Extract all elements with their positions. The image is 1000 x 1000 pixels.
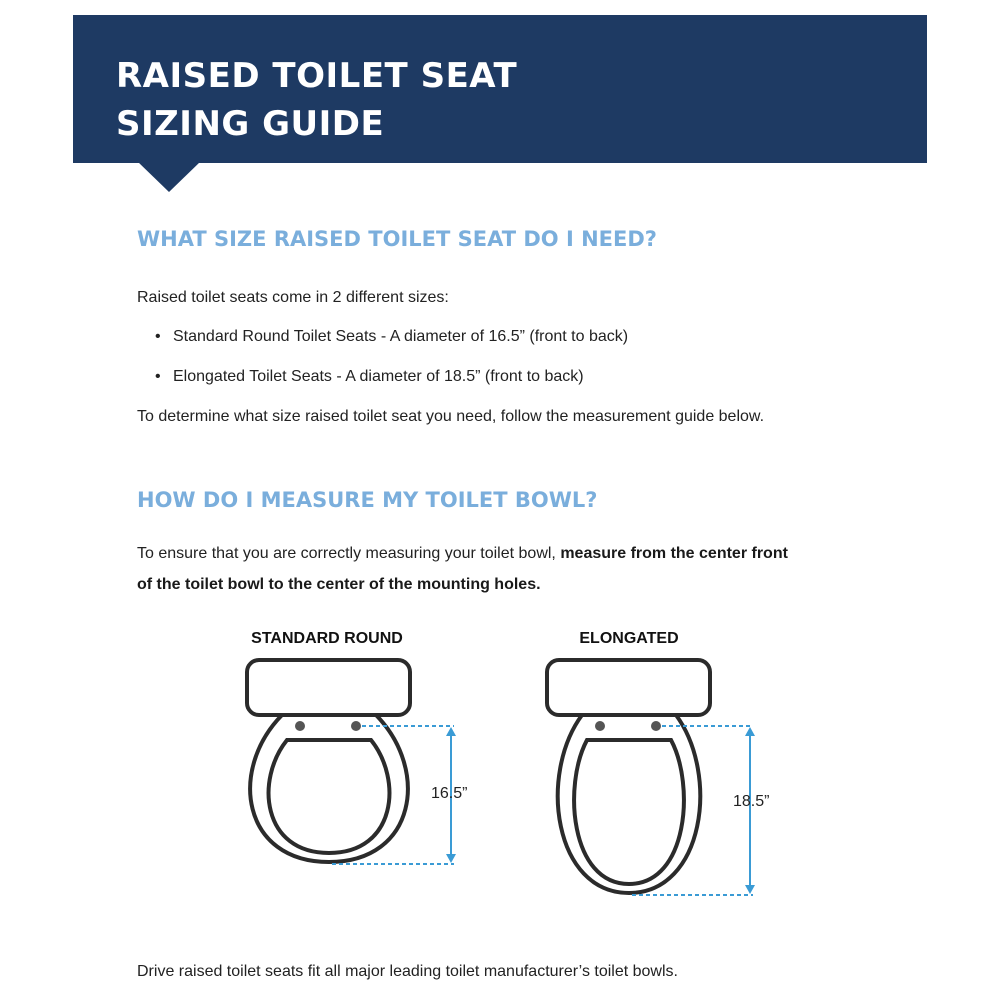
- bullet-standard-round: [155, 328, 628, 346]
- mounting-hole-right: [651, 721, 661, 731]
- section-heading-measure: HOW DO I MEASURE MY TOILET BOWL?: [137, 488, 598, 512]
- diagram-label-standard: STANDARD ROUND: [251, 630, 403, 647]
- arrow-down-icon: [446, 854, 456, 863]
- mounting-hole-left: [295, 721, 305, 731]
- arrow-down-icon: [745, 885, 755, 894]
- compatibility-note: Drive raised toilet seats fit all major leading toilet manufacturer’s toilet bowls.: [137, 963, 678, 980]
- measure-bold-text-2: of the toilet bowl to the center of the mounting holes.: [137, 576, 541, 593]
- sizes-intro: Raised toilet seats come in 2 different sizes:: [137, 289, 449, 306]
- bullet-dot: •: [155, 368, 161, 385]
- bullet-text: Elongated Toilet Seats - A diameter of 18.5” (front to back): [173, 368, 584, 385]
- dimension-label-elongated: 18.5”: [733, 793, 770, 810]
- toilet-bowl-inner: [269, 740, 390, 853]
- toilet-bowl-inner: [574, 740, 684, 884]
- standard-round-toilet-diagram: [240, 655, 480, 875]
- mounting-hole-left: [595, 721, 605, 731]
- measure-paragraph-line1: [137, 545, 788, 563]
- diagram-label-elongated: ELONGATED: [579, 630, 679, 647]
- page-title-line1: RAISED TOILET SEAT: [116, 56, 518, 96]
- bullet-elongated: [155, 368, 584, 386]
- elongated-toilet-diagram: [540, 655, 780, 905]
- measurement-instruction: To determine what size raised toilet seat you need, follow the measurement guide below.: [137, 408, 765, 425]
- dimension-label-standard: 16.5”: [431, 785, 468, 802]
- measure-bold-text: measure from the center front: [560, 545, 788, 562]
- bullet-dot: •: [155, 328, 161, 345]
- arrow-up-icon: [745, 727, 755, 736]
- mounting-hole-right: [351, 721, 361, 731]
- toilet-tank: [547, 660, 710, 715]
- measure-paragraph-line2: [137, 576, 541, 594]
- bullet-text: Standard Round Toilet Seats - A diameter of 16.5” (front to back): [173, 328, 629, 345]
- measure-plain-text: To ensure that you are correctly measuring your toilet bowl,: [137, 545, 561, 562]
- banner-pointer: [138, 162, 200, 192]
- toilet-tank: [247, 660, 410, 715]
- page-title-line2: SIZING GUIDE: [116, 104, 385, 144]
- arrow-up-icon: [446, 727, 456, 736]
- section-heading-size: WHAT SIZE RAISED TOILET SEAT DO I NEED?: [137, 227, 657, 251]
